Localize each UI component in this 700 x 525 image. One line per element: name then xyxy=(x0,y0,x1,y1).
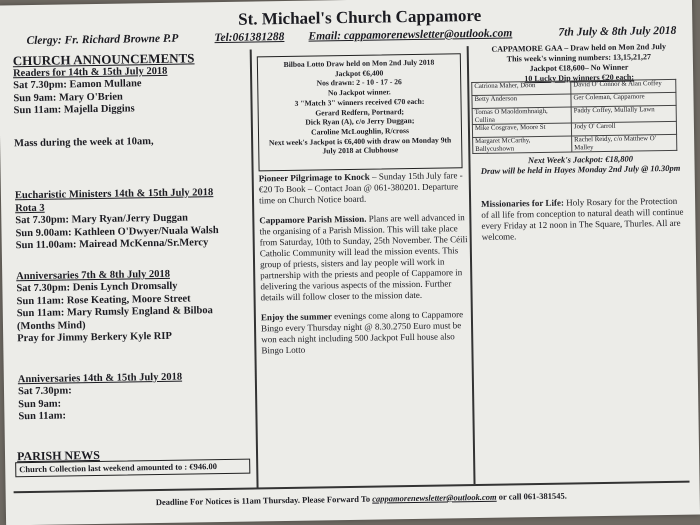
issue-dates: 7th July & 8th July 2018 xyxy=(558,24,677,39)
minister-line: Sat 7.30pm: Mary Ryan/Jerry Duggan xyxy=(15,212,189,227)
announcements-heading: CHURCH ANNOUNCEMENTS xyxy=(12,50,195,69)
lotto-line: No Jackpot winner. xyxy=(327,87,391,98)
pilgrimage-notice xyxy=(259,170,471,206)
lotto-line: Bilboa Lotto Draw held on Mon 2nd July 2018 xyxy=(283,57,435,70)
mass-note: Mass during the week at 10am, xyxy=(14,135,154,149)
lotto-line: Jackpot €6,400 xyxy=(334,68,384,78)
mission-heading: Cappamore Parish Mission. xyxy=(259,213,367,226)
mission-text: Plans are well advanced in the organising of a Parish Mission. This will take place from Saturday, 10th to Sunday, 25th November. The Céili Catholic Community will lead the mission events. This group of priests, sisters and lay people will work in partnership with the priests and people of Cappamore in delivering the various aspects of the mission. Further details will follow closer to the mission date. xyxy=(259,212,468,303)
lotto-line: Caroline McLoughlin, R/cross xyxy=(311,125,409,137)
gaa-numbers: This week's winning numbers: 13,15,21,27 xyxy=(506,52,652,64)
lotto-line: Dick Ryan (A), c/o Jerry Duggan; xyxy=(305,116,415,127)
gaa-lucky-dip: 10 Lucky Dip winners €20 each: xyxy=(524,72,635,84)
mission-notice xyxy=(259,212,472,303)
deadline-text: Deadline For Notices is 11am Thursday. Please Forward To xyxy=(155,493,373,508)
winner-cell: Paddy Coffey, Mullally Lawn xyxy=(571,105,676,123)
pilgrimage-heading: Pioneer Pilgrimage to Knock xyxy=(258,171,370,184)
anniversary-slot: Sun 9am: xyxy=(18,398,62,410)
anniversary-line: Sat 7.30pm: Denis Lynch Dromsally xyxy=(16,280,178,295)
winner-cell: Ger Coleman, Cappamore xyxy=(571,92,676,107)
anniversaries-heading-next: Anniversaries 14th & 15th July 2018 xyxy=(17,371,183,385)
lotto-line: Gerard Redfern, Portnard; xyxy=(315,106,405,118)
winner-cell: David O' Connor & Alan Coffey xyxy=(571,79,676,94)
next-draw-details: Draw will be held in Hayes Monday 2nd July @ 10.30pm xyxy=(480,162,681,176)
reader-line: Sat 7.30pm: Eamon Mullane xyxy=(13,78,142,92)
footer-call: or call 061-381545. xyxy=(496,490,567,502)
announcements-column xyxy=(13,50,254,424)
footer-email-link[interactable]: cappamorenewsletter@outlook.com xyxy=(372,491,497,504)
email-address[interactable]: Email: cappamorenewsletter@outlook.com xyxy=(308,27,513,43)
winners-table xyxy=(471,79,677,154)
bingo-heading: Enjoy the summer xyxy=(260,311,332,323)
minister-line: Sun 11.00am: Mairead McKenna/Sr.Mercy xyxy=(15,237,209,252)
next-jackpot: Next Week's Jackpot: €18,800 xyxy=(527,153,634,166)
anniversary-slot: Sun 11am: xyxy=(18,410,67,423)
missionaries-heading: Missionaries for Life: xyxy=(481,197,565,209)
gaa-jackpot: Jackpot €18,600– No Winner xyxy=(529,62,629,74)
lotto-line: 3 "Match 3" winners received €70 each: xyxy=(294,96,425,108)
missionaries-text: Holy Rosary for the Protection of all life from conception to natural death will continue every Friday at 12 noon in The Square, Thurles. All are welcome. xyxy=(481,195,684,242)
pilgrimage-text: – Sunday 15th July fare - €20 To Book – Contact Joan @ 061-380201. Departure time on Church Notice board. xyxy=(258,170,463,206)
deadline-footer xyxy=(156,491,567,507)
winner-cell: Catriona Maher, Doon xyxy=(472,81,571,96)
anniversary-line: Sun 11am: Mary Rumsly England & Bilboa xyxy=(16,305,213,320)
anniversary-line: Pray for Jimmy Berkery Kyle RIP xyxy=(17,330,172,345)
gaa-next-draw xyxy=(480,153,680,176)
rota-label: Rota 3 xyxy=(15,202,45,214)
anniversary-line: Sun 11am: Rose Keating, Moore Street xyxy=(16,292,191,307)
minister-line: Sun 9.00am: Kathleen O'Dwyer/Nuala Walsh xyxy=(15,224,219,239)
missionaries-notice xyxy=(481,196,687,243)
bingo-notice xyxy=(261,309,474,356)
parish-news-heading: PARISH NEWS xyxy=(16,447,100,464)
reader-line: Sun 9am: Mary O'Brien xyxy=(13,91,123,104)
anniversaries-heading: Anniversaries 7th & 8th July 2018 xyxy=(16,268,171,282)
winner-cell: Rachel Reidy, c/o Matthew O' Malley xyxy=(572,134,677,152)
middle-column xyxy=(259,170,474,365)
winner-cell: Tomas O Maoldomhnaigh, Cullina xyxy=(472,107,571,125)
winner-cell: Betty Anderson xyxy=(472,94,571,109)
reader-line: Sun 11am: Majella Diggins xyxy=(13,103,135,117)
anniversary-slot: Sat 7.30pm: xyxy=(17,385,72,398)
lotto-line: Nos drawn: 2 - 10 - 17 - 26 xyxy=(316,77,402,88)
telephone: Tel:061381288 xyxy=(214,30,285,45)
lotto-box xyxy=(257,53,463,171)
anniversary-line: (Months Mind) xyxy=(16,319,86,332)
lotto-line: Next week's Jackpot is €6,400 with draw on Monday 9th xyxy=(268,135,452,147)
page-title: St. Michael's Church Cappamore xyxy=(238,5,482,29)
table-row xyxy=(473,134,677,153)
collection-box: Church Collection last weekend amounted to : €946.00 xyxy=(15,459,250,478)
bingo-text: evenings come along to Cappamore Bingo every Thursday night @ 8.30.2750 Euro must be won each night including 500 Jackpot Full house also Bingo Lotto xyxy=(260,309,464,356)
clergy-line: Clergy: Fr. Richard Browne P.P xyxy=(26,32,179,48)
winner-cell: Margaret McCarthy, Ballycushown xyxy=(473,136,572,154)
ministers-heading: Eucharistic Ministers 14th & 15th July 2018 xyxy=(14,187,214,202)
winner-cell: Jody O' Carroll xyxy=(571,121,676,136)
readers-heading: Readers for 14th & 15th July 2018 xyxy=(12,65,168,79)
lotto-line: July 2018 at Clubhouse xyxy=(322,145,399,156)
winner-cell: Mike Cosgrave, Moore St xyxy=(472,123,571,138)
footer-divider xyxy=(14,481,690,493)
gaa-heading: CAPPAMORE GAA – Draw held on Mon 2nd July xyxy=(491,41,667,54)
